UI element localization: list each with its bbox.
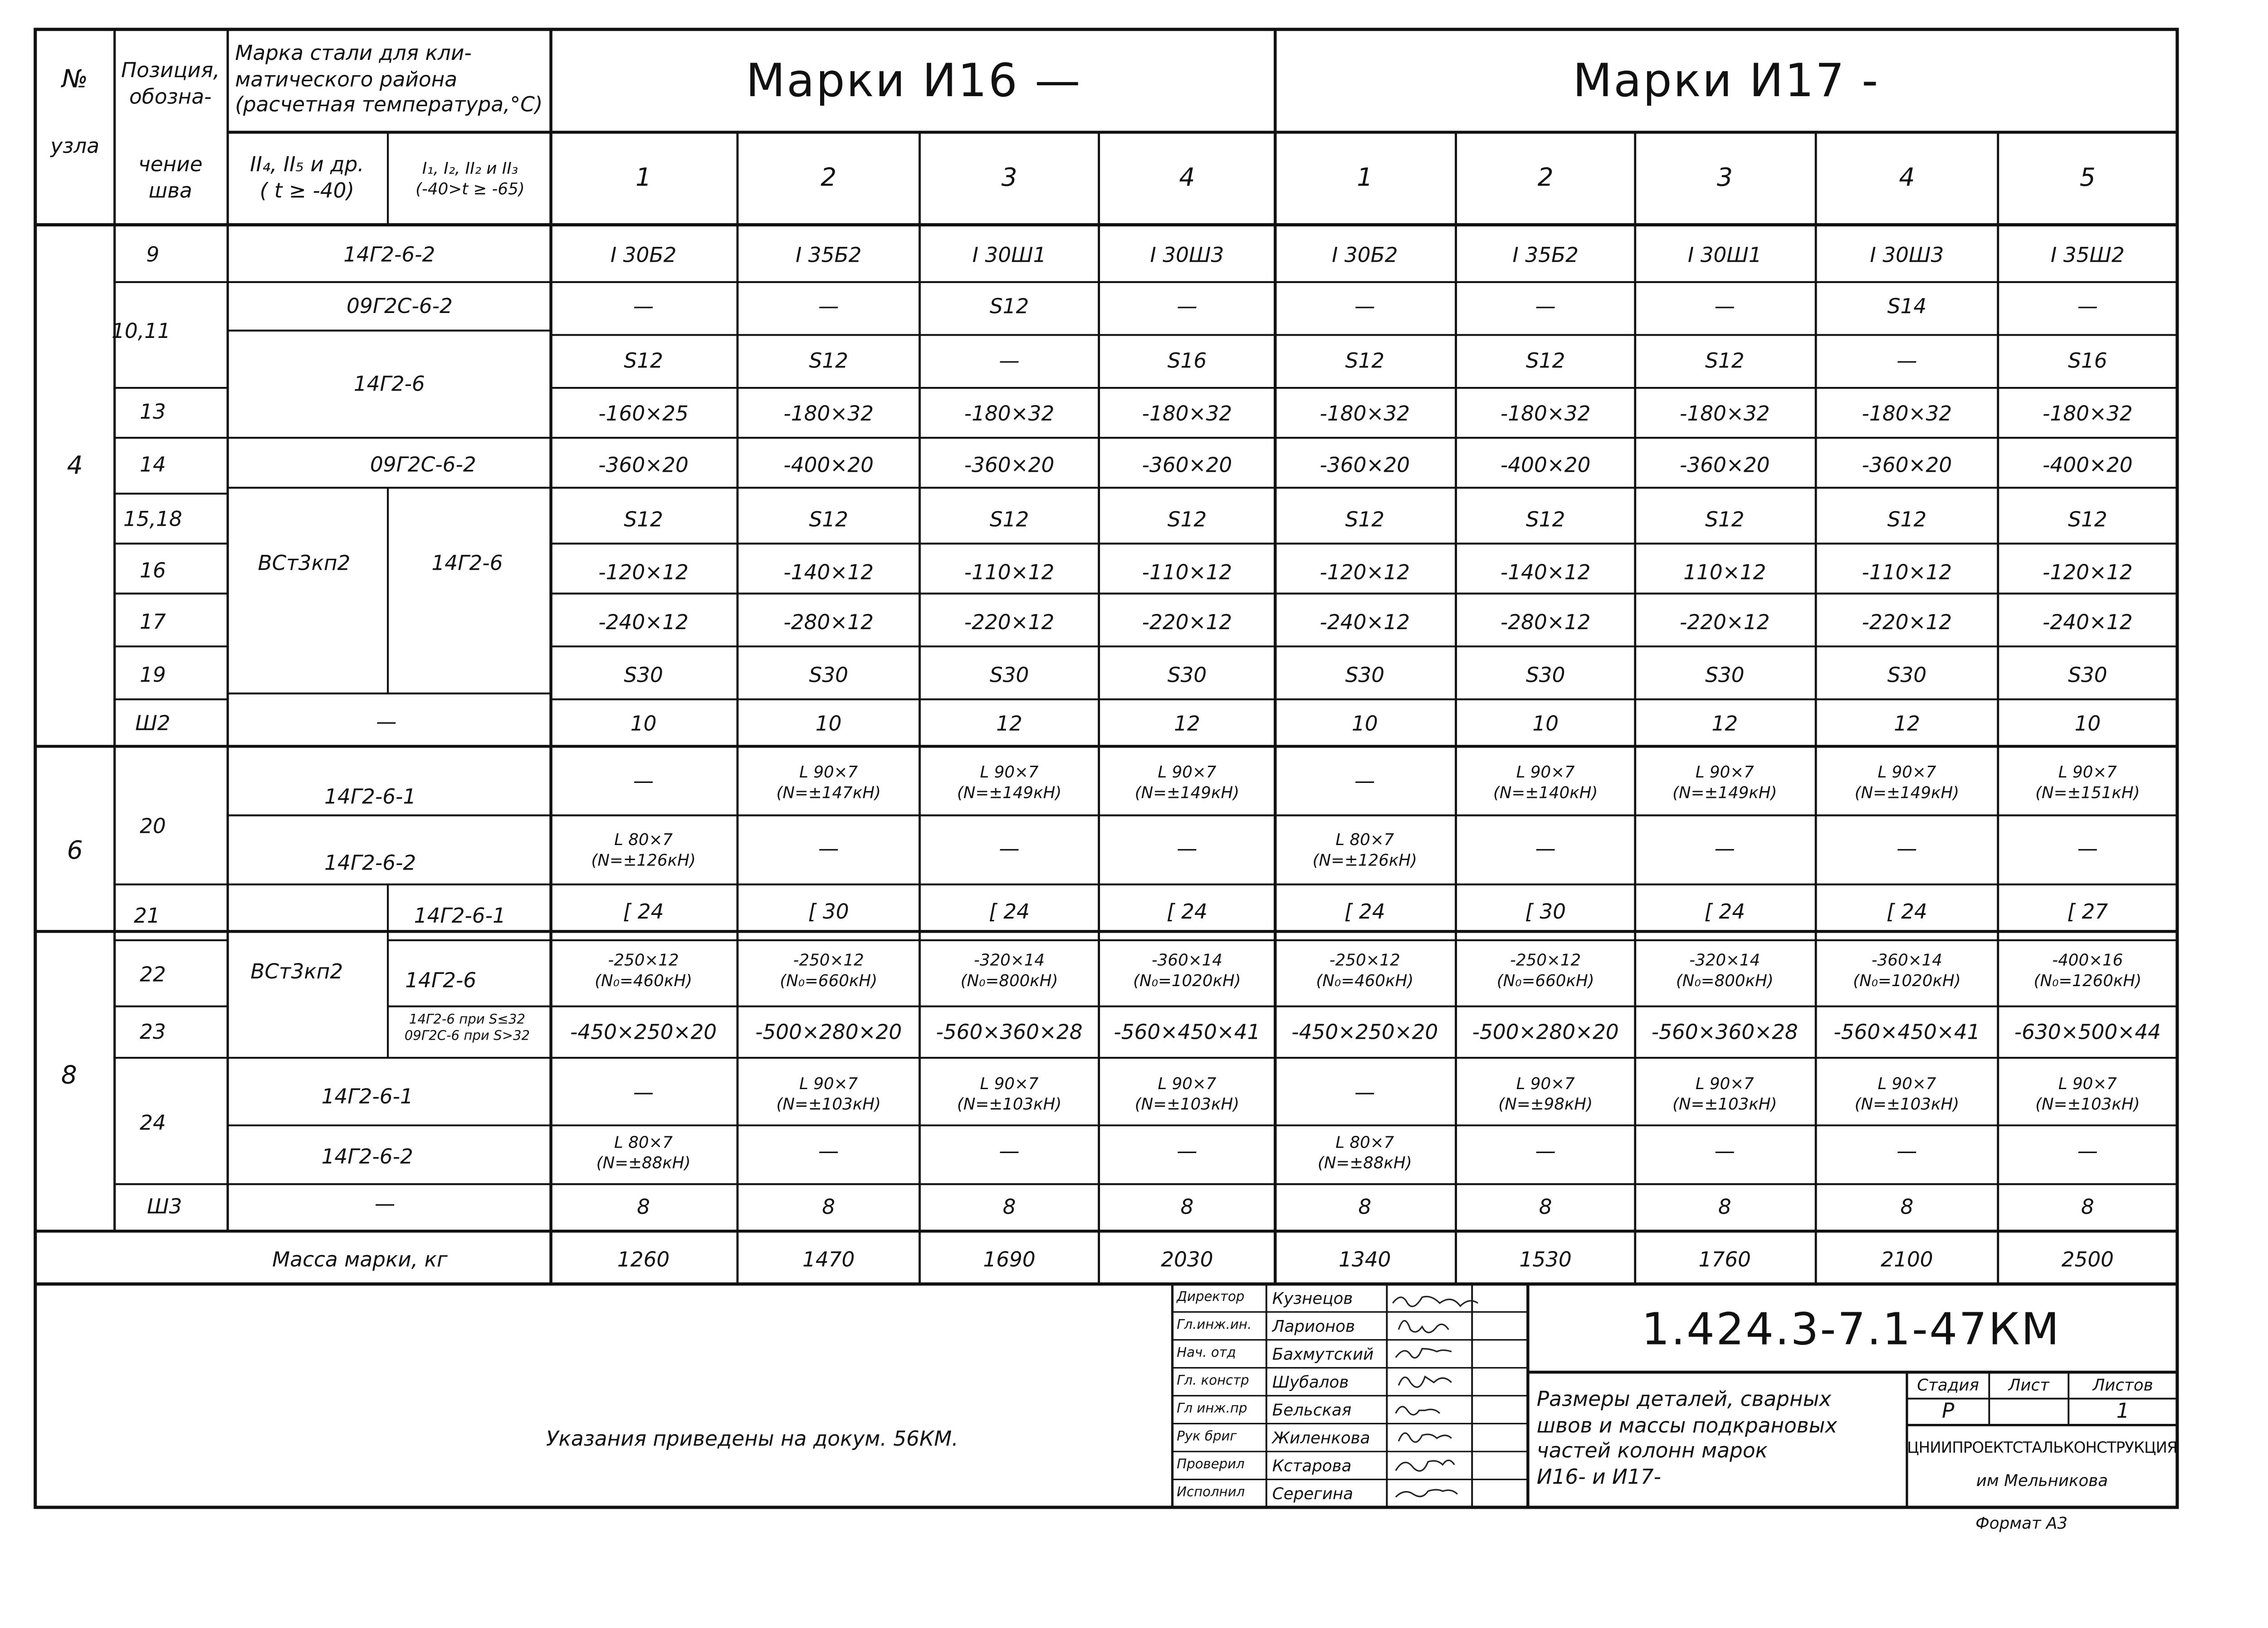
cell-r10-8: S14: [1887, 295, 1927, 319]
cell-r24b-7: —: [1714, 1140, 1735, 1164]
cell-r24a-7: L 90×7 (N=±103кН): [1672, 1074, 1777, 1114]
header-position-label: Позиция, обозна-: [121, 59, 220, 109]
cell-rw3-4: 8: [1180, 1196, 1194, 1220]
signature-marks: [1393, 1296, 1478, 1497]
header-node-label: узла: [50, 135, 100, 159]
cell-r24b-1: L 80×7 (N=±88кН): [596, 1133, 691, 1173]
cell-r21-8: [ 24: [1887, 901, 1927, 925]
cell-rw2-8: 12: [1894, 713, 1920, 737]
header-i16-col-4: 4: [1179, 164, 1195, 193]
cell-r20a-1: —: [633, 770, 654, 794]
mass-value-5: 1340: [1339, 1248, 1391, 1272]
cell-r20a-8: L 90×7 (N=±149кН): [1854, 763, 1960, 802]
cell-r20a-9: L 90×7 (N=±151кН): [2035, 763, 2140, 802]
cell-r14-6: -400×20: [1500, 454, 1591, 478]
cell-rw2-5: 10: [1351, 713, 1378, 737]
steel-20-b: 14Г2-6-2: [324, 852, 416, 876]
cell-r13-9: -180×32: [2043, 403, 2133, 427]
cell-r16-5: -120×12: [1320, 562, 1410, 585]
cell-r11-1: S12: [624, 350, 663, 374]
cell-r10-6: —: [1535, 295, 1556, 319]
cell-r22-5: -250×12 (N₀=460кН): [1316, 951, 1414, 990]
cell-r24b-8: —: [1897, 1140, 1917, 1164]
cell-r10-5: —: [1354, 295, 1375, 319]
cell-r14-9: -400×20: [2043, 454, 2133, 478]
cell-r22-7: -320×14 (N₀=800кН): [1676, 951, 1774, 990]
cell-r11-8: —: [1897, 350, 1917, 374]
header-steel-group-a: II₄, II₅ и др. ( t ≥ -40): [250, 153, 364, 203]
header-i16-col-3: 3: [1001, 164, 1017, 193]
cell-rw2-6: 10: [1532, 713, 1559, 737]
cell-r24a-6: L 90×7 (N=±98кН): [1498, 1074, 1593, 1114]
signature-6: [1398, 1433, 1452, 1442]
sheets-label: Листов: [2092, 1376, 2153, 1395]
cell-r20b-4: —: [1177, 837, 1198, 861]
cell-r15-6: S12: [1525, 508, 1565, 533]
cell-r24b-9: —: [2077, 1140, 2098, 1164]
cell-r20a-2: L 90×7 (N=±147кН): [776, 763, 881, 802]
node-8: 8: [61, 1061, 77, 1091]
header-group-i16: Марки И16 —: [746, 55, 1082, 108]
cell-r13-7: -180×32: [1680, 403, 1770, 427]
cell-rw3-6: 8: [1539, 1196, 1552, 1220]
mass-value-2: 1470: [802, 1248, 855, 1272]
position-13: 13: [139, 401, 166, 425]
signature-role-4: Гл. констр: [1177, 1374, 1249, 1389]
cell-r14-4: -360×20: [1142, 454, 1232, 478]
cell-rw2-1: 10: [630, 713, 657, 737]
mass-value-1: 1260: [617, 1248, 670, 1272]
cell-r23-8: -560×450×41: [1833, 1021, 1980, 1045]
cell-r16-3: -110×12: [964, 562, 1055, 585]
cell-r19-6: S30: [1525, 664, 1565, 688]
cell-r24a-2: L 90×7 (N=±103кН): [776, 1074, 881, 1114]
position-10-11: 10,11: [111, 320, 171, 344]
cell-r10-7: —: [1714, 295, 1735, 319]
cell-r20a-6: L 90×7 (N=±140кН): [1493, 763, 1598, 802]
steel-21: 14Г2-6-1: [414, 905, 506, 929]
cell-r21-5: [ 24: [1344, 901, 1385, 925]
cell-r19-2: S30: [809, 664, 848, 688]
cell-r24a-3: L 90×7 (N=±103кН): [957, 1074, 1062, 1114]
mass-value-4: 2030: [1161, 1248, 1213, 1272]
cell-r19-4: S30: [1167, 664, 1207, 688]
cell-r24b-6: —: [1535, 1140, 1556, 1164]
header-i17-col-4: 4: [1899, 164, 1915, 193]
cell-r13-1: -160×25: [598, 403, 689, 427]
cell-r21-2: [ 30: [808, 901, 849, 925]
signature-role-7: Проверил: [1177, 1458, 1245, 1473]
cell-r24a-4: L 90×7 (N=±103кН): [1134, 1074, 1240, 1114]
steel-20-a: 14Г2-6-1: [324, 786, 416, 810]
cell-r9-6: I 35Б2: [1512, 244, 1579, 268]
position-14: 14: [139, 454, 166, 478]
position-21: 21: [134, 905, 160, 929]
cell-r16-1: -120×12: [598, 562, 689, 585]
cell-r24a-9: L 90×7 (N=±103кН): [2035, 1074, 2140, 1114]
cell-r23-9: -630×500×44: [2014, 1021, 2161, 1045]
cell-rw3-3: 8: [1002, 1196, 1016, 1220]
cell-r24a-8: L 90×7 (N=±103кН): [1854, 1074, 1960, 1114]
cell-r15-7: S12: [1705, 508, 1745, 533]
cell-r22-6: -250×12 (N₀=660кН): [1496, 951, 1594, 990]
cell-r10-9: —: [2077, 295, 2098, 319]
position-16: 16: [139, 559, 166, 583]
cell-r15-5: S12: [1345, 508, 1385, 533]
steel-22-a: ВСт3кп2: [250, 961, 343, 984]
header-steel-label: Марка стали для кли- матического района (расчетная температура,°C): [235, 42, 543, 117]
cell-r19-3: S30: [989, 664, 1029, 688]
cell-r15-2: S12: [809, 508, 848, 533]
header-i17-col-5: 5: [2079, 164, 2096, 193]
cell-r17-3: -220×12: [964, 611, 1055, 635]
cell-r9-9: I 35Ш2: [2050, 244, 2125, 268]
header-i17-col-3: 3: [1716, 164, 1733, 193]
steel-13: 14Г2-6: [353, 373, 425, 397]
cell-r20b-6: —: [1535, 837, 1556, 861]
cell-r24b-4: —: [1177, 1140, 1198, 1164]
signature-name-4: Шубалов: [1272, 1373, 1349, 1392]
cell-r23-4: -560×450×41: [1114, 1021, 1261, 1045]
steel-10: 09Г2С-6-2: [347, 295, 453, 319]
cell-r13-2: -180×32: [783, 403, 874, 427]
header-i16-col-2: 2: [821, 164, 837, 193]
cell-r13-4: -180×32: [1142, 403, 1232, 427]
cell-r24b-3: —: [999, 1140, 1020, 1164]
signature-4: [1398, 1377, 1452, 1387]
cell-r24b-2: —: [818, 1140, 839, 1164]
cell-r17-9: -240×12: [2043, 611, 2133, 635]
signature-name-8: Серегина: [1272, 1484, 1354, 1504]
cell-r20b-8: —: [1897, 837, 1917, 861]
steel-22-b: 14Г2-6: [405, 969, 477, 993]
signature-name-2: Ларионов: [1272, 1317, 1355, 1336]
cell-r13-6: -180×32: [1500, 403, 1591, 427]
signature-name-7: Кстарова: [1272, 1457, 1352, 1476]
cell-r17-6: -280×12: [1500, 611, 1591, 635]
position-24: 24: [139, 1112, 166, 1136]
signature-role-6: Рук бриг: [1177, 1430, 1237, 1445]
sheets-value: 1: [2116, 1400, 2130, 1424]
cell-r23-1: -450×250×20: [570, 1021, 717, 1045]
steel-weld-3: —: [374, 1193, 396, 1217]
cell-r11-5: S12: [1345, 350, 1385, 374]
cell-r20a-7: L 90×7 (N=±149кН): [1672, 763, 1777, 802]
position-17: 17: [139, 611, 166, 635]
cell-r14-1: -360×20: [598, 454, 689, 478]
cell-r9-2: I 35Б2: [795, 244, 862, 268]
cell-r21-9: [ 27: [2067, 901, 2108, 925]
cell-r22-3: -320×14 (N₀=800кН): [960, 951, 1058, 990]
cell-r9-4: I 30Ш3: [1150, 244, 1224, 268]
cell-r16-8: -110×12: [1862, 562, 1952, 585]
sheet-label: Лист: [2008, 1376, 2049, 1395]
cell-r9-7: I 30Ш1: [1687, 244, 1762, 268]
position-19: 19: [139, 664, 166, 688]
cell-r9-8: I 30Ш3: [1870, 244, 1944, 268]
cell-r20b-1: L 80×7 (N=±126кН): [591, 830, 696, 870]
cell-r13-8: -180×32: [1862, 403, 1952, 427]
cell-rw3-2: 8: [822, 1196, 836, 1220]
cell-r21-1: [ 24: [623, 901, 664, 925]
steel-15-a: ВСт3кп2: [258, 552, 351, 576]
steel-9: 14Г2-6-2: [343, 244, 435, 268]
signature-role-8: Исполнил: [1177, 1486, 1245, 1501]
cell-r19-8: S30: [1887, 664, 1927, 688]
cell-r15-9: S12: [2068, 508, 2107, 533]
mass-value-8: 2100: [1881, 1248, 1933, 1272]
mass-value-6: 1530: [1519, 1248, 1572, 1272]
stage-value: Р: [1941, 1400, 1955, 1424]
cell-r17-2: -280×12: [783, 611, 874, 635]
header-node-symbol: №: [62, 65, 88, 95]
cell-r15-8: S12: [1887, 508, 1927, 533]
cell-r11-4: S16: [1167, 350, 1207, 374]
cell-rw2-3: 12: [996, 713, 1022, 737]
cell-rw3-5: 8: [1358, 1196, 1372, 1220]
node-4: 4: [67, 451, 83, 481]
cell-r24a-5: —: [1354, 1081, 1375, 1105]
cell-r9-1: I 30Б2: [610, 244, 677, 268]
cell-r10-1: —: [633, 295, 654, 319]
signature-8: [1396, 1490, 1457, 1497]
cell-r20b-9: —: [2077, 837, 2098, 861]
cell-r15-3: S12: [989, 508, 1029, 533]
cell-rw3-9: 8: [2081, 1196, 2094, 1220]
cell-r22-9: -400×16 (N₀=1260кН): [2033, 951, 2142, 990]
mass-value-9: 2500: [2061, 1248, 2114, 1272]
cell-rw2-4: 12: [1174, 713, 1200, 737]
signature-2: [1398, 1321, 1448, 1333]
cell-rw3-7: 8: [1718, 1196, 1731, 1220]
position-22: 22: [139, 963, 166, 988]
cell-r14-2: -400×20: [783, 454, 874, 478]
cell-r19-9: S30: [2068, 664, 2107, 688]
cell-r14-8: -360×20: [1862, 454, 1952, 478]
signature-name-1: Кузнецов: [1272, 1289, 1353, 1309]
cell-r19-1: S30: [624, 664, 663, 688]
cell-r23-7: -560×360×28: [1651, 1021, 1798, 1045]
cell-r23-2: -500×280×20: [755, 1021, 902, 1045]
cell-r22-1: -250×12 (N₀=460кН): [595, 951, 693, 990]
steel-weld-2: —: [376, 711, 397, 735]
header-i17-col-1: 1: [1357, 164, 1373, 193]
cell-rw2-9: 10: [2074, 713, 2101, 737]
cell-r22-8: -360×14 (N₀=1020кН): [1853, 951, 1961, 990]
cell-r24b-5: L 80×7 (N=±88кН): [1317, 1133, 1412, 1173]
cell-r22-4: -360×14 (N₀=1020кН): [1133, 951, 1241, 990]
cell-r11-9: S16: [2068, 350, 2107, 374]
cell-r22-2: -250×12 (N₀=660кН): [780, 951, 878, 990]
header-i16-col-1: 1: [635, 164, 652, 193]
header-group-i17: Марки И17 -: [1573, 55, 1880, 108]
node-6: 6: [67, 836, 83, 866]
cell-r16-6: -140×12: [1500, 562, 1591, 585]
stage-label: Стадия: [1917, 1376, 1979, 1395]
cell-r23-3: -560×360×28: [936, 1021, 1083, 1045]
cell-r19-5: S30: [1345, 664, 1385, 688]
mass-value-3: 1690: [983, 1248, 1036, 1272]
position-weld-2: Ш2: [135, 712, 171, 736]
cell-r23-6: -500×280×20: [1472, 1021, 1619, 1045]
position-weld-3: Ш3: [147, 1196, 182, 1220]
steel-14: 09Г2С-6-2: [370, 454, 476, 478]
cell-r15-1: S12: [624, 508, 663, 533]
mass-value-7: 1760: [1698, 1248, 1751, 1272]
signature-name-6: Жиленкова: [1272, 1428, 1370, 1448]
cell-r9-5: I 30Б2: [1332, 244, 1398, 268]
cell-r16-7: 110×12: [1683, 562, 1766, 585]
cell-r11-6: S12: [1525, 350, 1565, 374]
cell-r10-2: —: [818, 295, 839, 319]
footer-note: Указания приведены на докум. 56КМ.: [546, 1428, 958, 1452]
cell-r20b-5: L 80×7 (N=±126кН): [1312, 830, 1418, 870]
signature-5: [1396, 1407, 1440, 1415]
cell-r24a-1: —: [633, 1081, 654, 1105]
mass-label: Масса марки, кг: [272, 1248, 448, 1272]
organization-2: им Мельникова: [1976, 1471, 2108, 1491]
cell-r20b-3: —: [999, 837, 1020, 861]
signature-role-5: Гл инж.пр: [1177, 1402, 1247, 1417]
cell-rw3-8: 8: [1900, 1196, 1914, 1220]
cell-r11-3: —: [999, 350, 1020, 374]
cell-r11-2: S12: [809, 350, 848, 374]
position-20: 20: [139, 815, 166, 839]
cell-r17-7: -220×12: [1680, 611, 1770, 635]
position-9: 9: [146, 244, 160, 268]
signature-name-3: Бахмутский: [1272, 1345, 1374, 1364]
cell-r16-4: -110×12: [1142, 562, 1232, 585]
steel-15-b: 14Г2-6: [431, 552, 503, 576]
header-steel-group-b: I₁, I₂, II₂ и II₃ (-40>t ≥ -65): [415, 159, 525, 199]
cell-r13-5: -180×32: [1320, 403, 1410, 427]
cell-r17-5: -240×12: [1320, 611, 1410, 635]
cell-r16-2: -140×12: [783, 562, 874, 585]
cell-r17-8: -220×12: [1862, 611, 1952, 635]
cell-rw3-1: 8: [637, 1196, 650, 1220]
cell-r14-3: -360×20: [964, 454, 1055, 478]
signature-7: [1396, 1460, 1455, 1471]
signature-1: [1393, 1296, 1478, 1306]
cell-r21-6: [ 30: [1525, 901, 1566, 925]
signature-name-5: Бельская: [1272, 1401, 1352, 1420]
signature-role-1: Директор: [1177, 1291, 1245, 1305]
cell-r20b-7: —: [1714, 837, 1735, 861]
cell-r17-4: -220×12: [1142, 611, 1232, 635]
cell-r21-7: [ 24: [1704, 901, 1745, 925]
paper-format: Формат А3: [1975, 1514, 2068, 1533]
signature-role-2: Гл.инж.ин.: [1177, 1318, 1252, 1334]
organization: ЦНИИПРОЕКТСТАЛЬКОНСТРУКЦИЯ: [1907, 1439, 2177, 1457]
position-15-18: 15,18: [123, 508, 182, 532]
cell-r14-5: -360×20: [1320, 454, 1410, 478]
cell-r10-4: —: [1177, 295, 1198, 319]
header-position-label-2: чение шва: [138, 153, 203, 203]
cell-r11-7: S12: [1705, 350, 1745, 374]
document-title: Размеры деталей, сварных швов и массы подкрановых частей колонн марок И16- и И17-: [1536, 1388, 1838, 1489]
header-i17-col-2: 2: [1537, 164, 1554, 193]
cell-r20a-4: L 90×7 (N=±149кН): [1134, 763, 1240, 802]
document-code: 1.424.3-7.1-47КМ: [1641, 1305, 2061, 1356]
cell-r21-3: [ 24: [989, 901, 1030, 925]
cell-r10-3: S12: [989, 295, 1029, 319]
position-23: 23: [139, 1021, 166, 1045]
cell-r14-7: -360×20: [1680, 454, 1770, 478]
cell-r16-9: -120×12: [2043, 562, 2133, 585]
cell-r17-1: -240×12: [598, 611, 689, 635]
cell-r23-5: -450×250×20: [1291, 1021, 1438, 1045]
cell-r20b-2: —: [818, 837, 839, 861]
steel-24-a: 14Г2-6-1: [321, 1085, 413, 1110]
cell-rw2-2: 10: [815, 713, 842, 737]
cell-r13-3: -180×32: [964, 403, 1055, 427]
cell-r21-4: [ 24: [1167, 901, 1207, 925]
cell-r20a-5: —: [1354, 770, 1375, 794]
cell-r15-4: S12: [1167, 508, 1207, 533]
cell-rw2-7: 12: [1711, 713, 1738, 737]
cell-r19-7: S30: [1705, 664, 1745, 688]
signature-3: [1396, 1349, 1452, 1358]
signature-role-3: Нач. отд: [1177, 1346, 1236, 1361]
steel-23-b: 14Г2-6 при S≤32 09Г2С-6 при S>32: [404, 1013, 530, 1045]
steel-24-b: 14Г2-6-2: [321, 1146, 413, 1170]
cell-r9-3: I 30Ш1: [972, 244, 1046, 268]
cell-r20a-3: L 90×7 (N=±149кН): [957, 763, 1062, 802]
